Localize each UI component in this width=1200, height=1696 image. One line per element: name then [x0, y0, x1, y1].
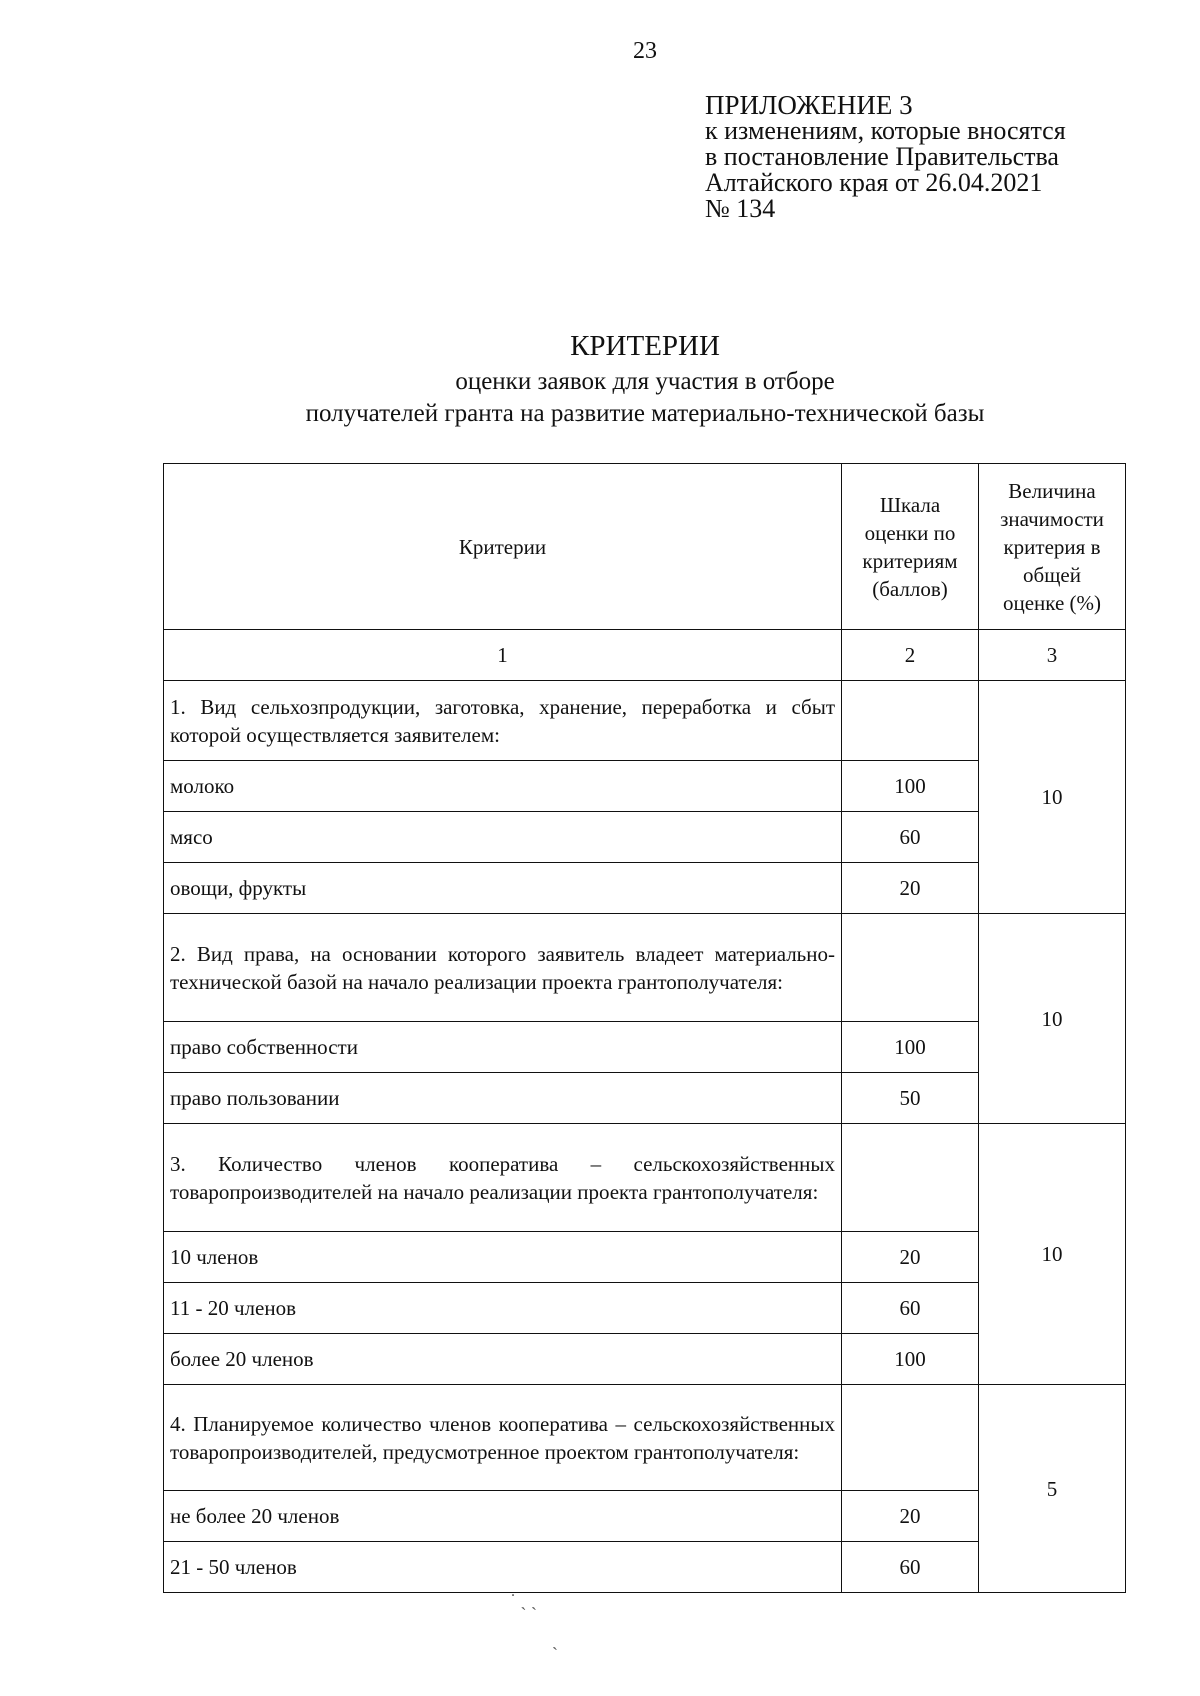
option-label: не более 20 членов	[164, 1491, 842, 1542]
criterion-title-row	[164, 1124, 1126, 1232]
column-number: 1	[164, 630, 842, 681]
scan-speck: ˙ ˎ ˏ	[510, 1590, 537, 1610]
annex-line: в постановление Правительства	[705, 142, 1059, 171]
option-label: овощи, фрукты	[164, 863, 842, 914]
document-subtitle: получателей гранта на развитие материально-технической базы	[305, 400, 985, 427]
annex-line: Алтайского края от 26.04.2021	[705, 168, 1043, 197]
scan-speck: ˎ	[552, 1630, 558, 1650]
option-label: молоко	[164, 761, 842, 812]
document-title: КРИТЕРИИ	[570, 330, 720, 362]
option-score: 20	[842, 863, 979, 914]
criteria-table	[163, 463, 1126, 1593]
page-number: 23	[633, 38, 657, 64]
criterion-weight: 5	[979, 1385, 1126, 1593]
header-scale: Шкала оценки по критериям (баллов)	[842, 464, 979, 630]
option-label: 11 - 20 членов	[164, 1283, 842, 1334]
column-number-row	[164, 630, 1126, 681]
criterion-weight: 10	[979, 914, 1126, 1124]
criterion-title: 4. Планируемое количество членов кооператива – сельскохозяйственных товаропроизводителей, предусмотренное проектом грантополучателя:	[164, 1385, 842, 1491]
header-criteria: Критерии	[164, 464, 842, 630]
option-score: 20	[842, 1491, 979, 1542]
annex-line: к изменениям, которые вносятся	[705, 116, 1066, 145]
option-score: 100	[842, 1334, 979, 1385]
criterion-title-row	[164, 914, 1126, 1022]
criterion-title-row	[164, 1385, 1126, 1491]
option-label: мясо	[164, 812, 842, 863]
option-score: 60	[842, 812, 979, 863]
annex-title: ПРИЛОЖЕНИЕ 3	[705, 90, 913, 120]
option-label: более 20 членов	[164, 1334, 842, 1385]
header-weight: Величина значимости критерия в общей оценке (%)	[979, 464, 1126, 630]
option-label: 21 - 50 членов	[164, 1542, 842, 1593]
column-number: 2	[842, 630, 979, 681]
option-score: 100	[842, 1022, 979, 1073]
option-score: 50	[842, 1073, 979, 1124]
option-label: 10 членов	[164, 1232, 842, 1283]
criterion-title: 2. Вид права, на основании которого заявитель владеет материально-технической базой на начало реализации проекта грантополучателя:	[164, 914, 842, 1022]
column-number: 3	[979, 630, 1126, 681]
option-score: 60	[842, 1542, 979, 1593]
annex-line: № 134	[705, 194, 776, 223]
criterion-title: 1. Вид сельхозпродукции, заготовка, хранение, переработка и сбыт которой осуществляется заявителем:	[164, 681, 842, 761]
option-score: 20	[842, 1232, 979, 1283]
option-score: 60	[842, 1283, 979, 1334]
table-header-row	[164, 464, 1126, 630]
criterion-title: 3. Количество членов кооператива – сельскохозяйственных товаропроизводителей на начало реализации проекта грантополучателя:	[164, 1124, 842, 1232]
option-score: 100	[842, 761, 979, 812]
document-subtitle: оценки заявок для участия в отборе	[455, 368, 835, 395]
option-label: право пользовании	[164, 1073, 842, 1124]
criterion-title-row	[164, 681, 1126, 761]
criterion-weight: 10	[979, 1124, 1126, 1385]
option-label: право собственности	[164, 1022, 842, 1073]
annex-block	[705, 92, 1066, 222]
criterion-weight: 10	[979, 681, 1126, 914]
